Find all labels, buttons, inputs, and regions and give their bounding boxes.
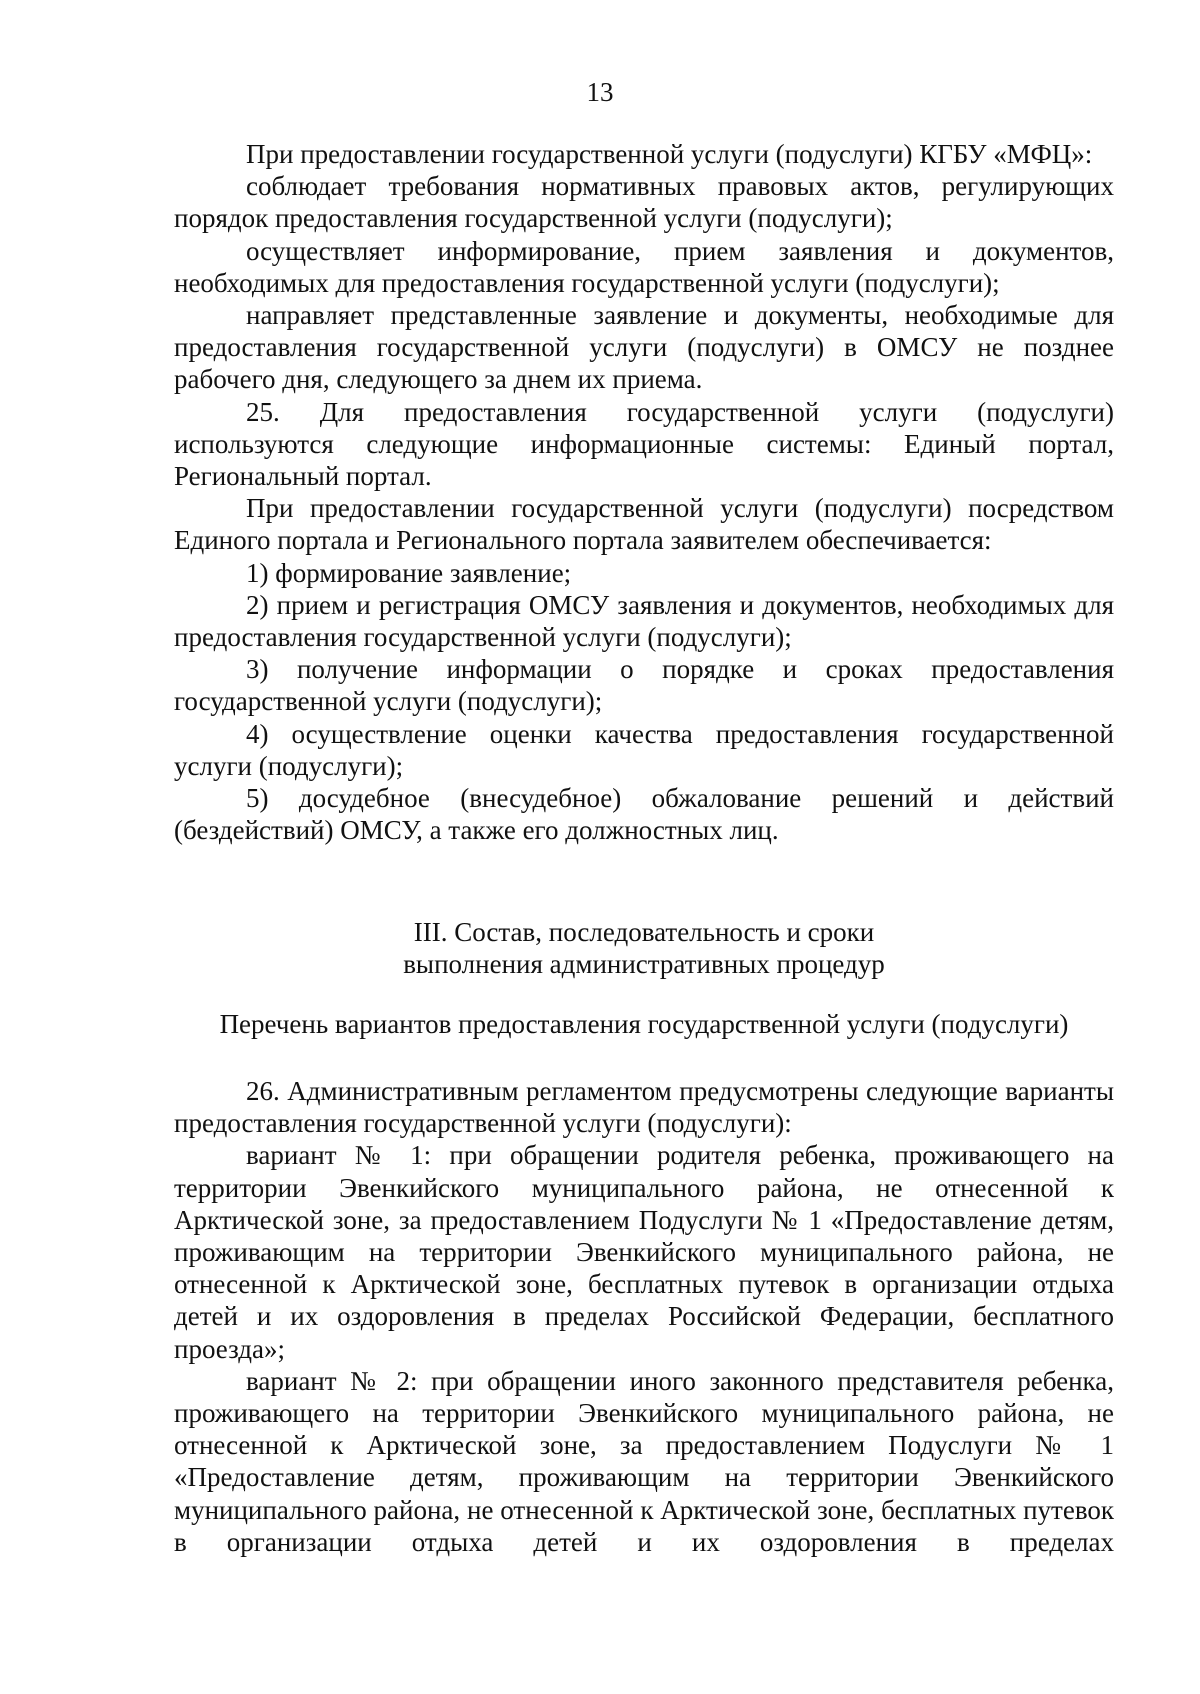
section-heading-line: III. Состав, последовательность и сроки (413, 917, 875, 947)
body-text-top (174, 138, 1114, 846)
section-heading (174, 916, 1114, 980)
paragraph: направляет представленные заявление и документы, необходимые для предоставления государственной услуги (подуслуги) в ОМСУ не позднее рабочего дня, следующего за днем их приема. (174, 300, 1114, 395)
list-item: 5) досудебное (внесудебное) обжалование решений и действий (бездействий) ОМСУ, а также его должностных лиц. (174, 783, 1114, 846)
body-text-bottom (174, 1075, 1114, 1558)
paragraph: При предоставлении государственной услуги (подуслуги) посредством Единого портала и Регионального портала заявителем обеспечивается: (174, 493, 1114, 556)
list-item: 3) получение информации о порядке и сроках предоставления государственной услуги (подуслуги); (174, 654, 1114, 717)
page-number: 13 (586, 77, 614, 107)
paragraph: 26. Административным регламентом предусмотрены следующие варианты предоставления государственной услуги (подуслуги): (174, 1076, 1114, 1139)
list-item: 4) осуществление оценки качества предоставления государственной услуги (подуслуги); (174, 718, 1114, 781)
list-item: 2) прием и регистрация ОМСУ заявления и документов, необходимых для предоставления государственной услуги (подуслуги); (174, 589, 1114, 653)
paragraph: осуществляет информирование, прием заявления и документов, необходимых для предоставления государственной услуги (подуслуги); (174, 235, 1114, 298)
paragraph: При предоставлении государственной услуги (подуслуги) КГБУ «МФЦ»: (246, 139, 1093, 169)
subheading: Перечень вариантов предоставления государственной услуги (подуслуги) (219, 1009, 1069, 1039)
paragraph: 25. Для предоставления государственной услуги (подуслуги) используются следующие информационные системы: Единый портал, Региональный портал. (174, 396, 1114, 492)
list-item: 1) формирование заявление; (246, 557, 572, 588)
section-heading-line: выполнения административных процедур (403, 949, 885, 980)
paragraph: вариант № 1: при обращении родителя ребенка, проживающего на территории Эвенкийского муниципального района, не отнесенной к Арктической зоне, за предоставлением Подуслуги № 1 «Предоставление детям, проживающим на территории Эвенкийского муниципального района, не отнесенной к Арктической зоне, бесплатных путевок в организации отдыха детей и их оздоровления в пределах Российской Федерации, бесплатного проезда»; (174, 1140, 1114, 1364)
paragraph: соблюдает требования нормативных правовых актов, регулирующих порядок предоставления государственной услуги (подуслуги); (174, 171, 1114, 234)
paragraph: вариант № 2: при обращении иного законного представителя ребенка, проживающего на территории Эвенкийского муниципального района, не отнесенной к Арктической зоне, за предоставлением Подуслуги № 1 «Предоставление детям, проживающим на территории Эвенкийского муниципального района, не отнесенной к Арктической зоне, бесплатных путевок в организации отдыха детей и их оздоровления в пределах (174, 1365, 1114, 1557)
